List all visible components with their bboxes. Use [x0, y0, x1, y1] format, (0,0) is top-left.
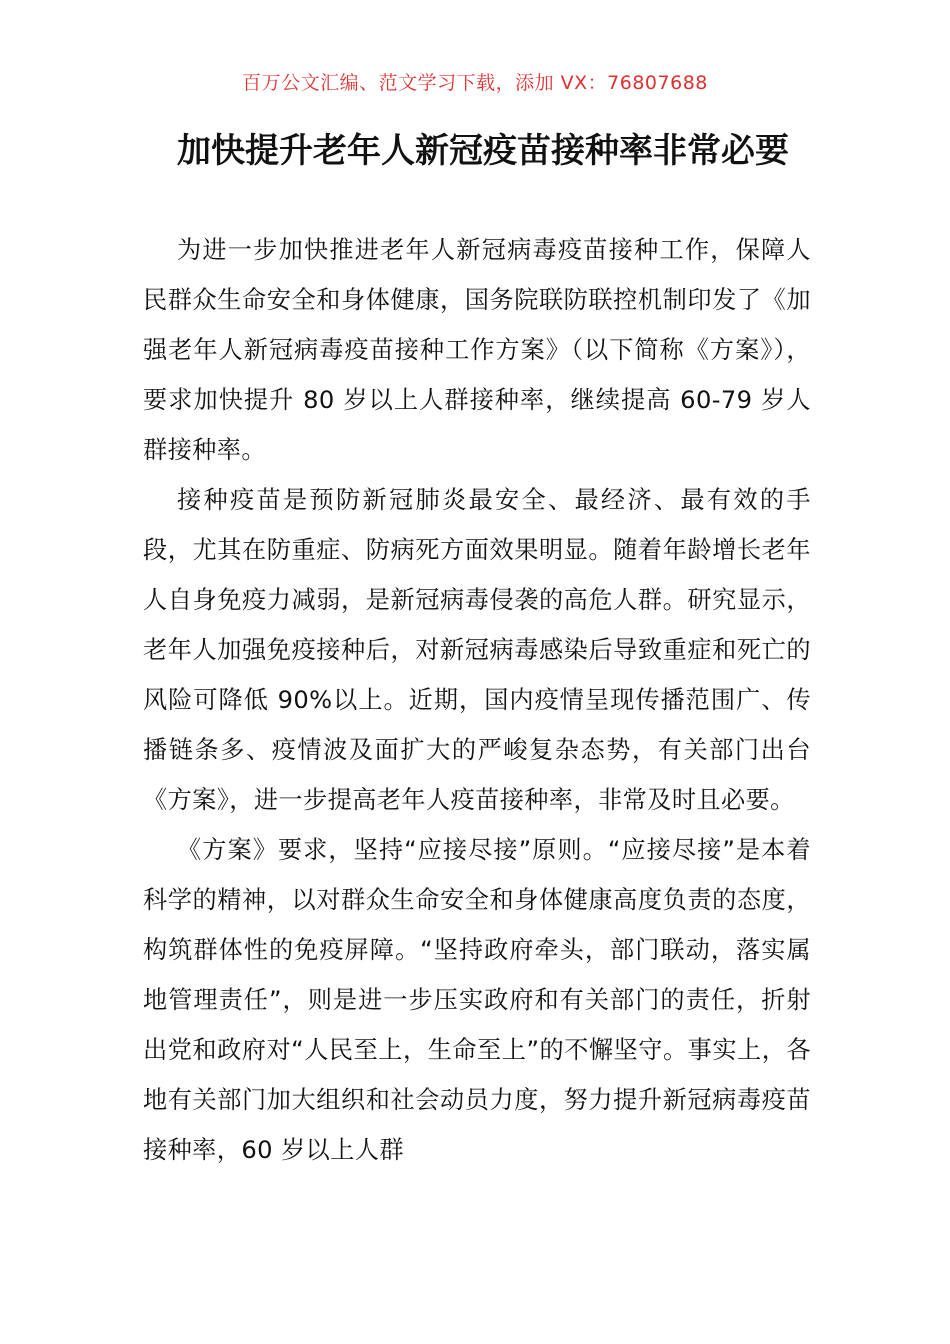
article-body [143, 225, 811, 1175]
paragraph: 接种疫苗是预防新冠肺炎最安全、最经济、最有效的手段，尤其在防重症、防病死方面效果明显。随着年龄增长老年人自身免疫力减弱，是新冠病毒侵袭的高危人群。研究显示，老年人加强免疫接种后，对新冠病毒感染后导致重症和死亡的风险可降低 90%以上。近期，国内疫情呈现传播范围广、传播链条多、疫情波及面扩大的严峻复杂态势，有关部门出台《方案》，进一步提高老年人疫苗接种率，非常及时且必要。 [143, 486, 811, 814]
paragraph: 《方案》要求，坚持“应接尽接”原则。“应接尽接”是本着科学的精神，以对群众生命安全和身体健康高度负责的态度，构筑群体性的免疫屏障。“坚持政府牵头，部门联动，落实属地管理责任”，则是进一步压实政府和有关部门的责任，折射出党和政府对“人民至上，生命至上”的不懈坚守。事实上，各地有关部门加大组织和社会动员力度，努力提升新冠病毒疫苗接种率，60 岁以上人群 [143, 836, 811, 1164]
article-title: 加快提升老年人新冠疫苗接种率非常必要 [177, 131, 789, 171]
watermark-header: 百万公文汇编、范文学习下载，添加 VX：76807688 [242, 72, 708, 94]
paragraph: 为进一步加快推进老年人新冠病毒疫苗接种工作，保障人民群众生命安全和身体健康，国务院联防联控机制印发了《加强老年人新冠病毒疫苗接种工作方案》（以下简称《方案》），要求加快提升 80 岁以上人群接种率，继续提高 60-79 岁人群接种率。 [143, 236, 811, 464]
